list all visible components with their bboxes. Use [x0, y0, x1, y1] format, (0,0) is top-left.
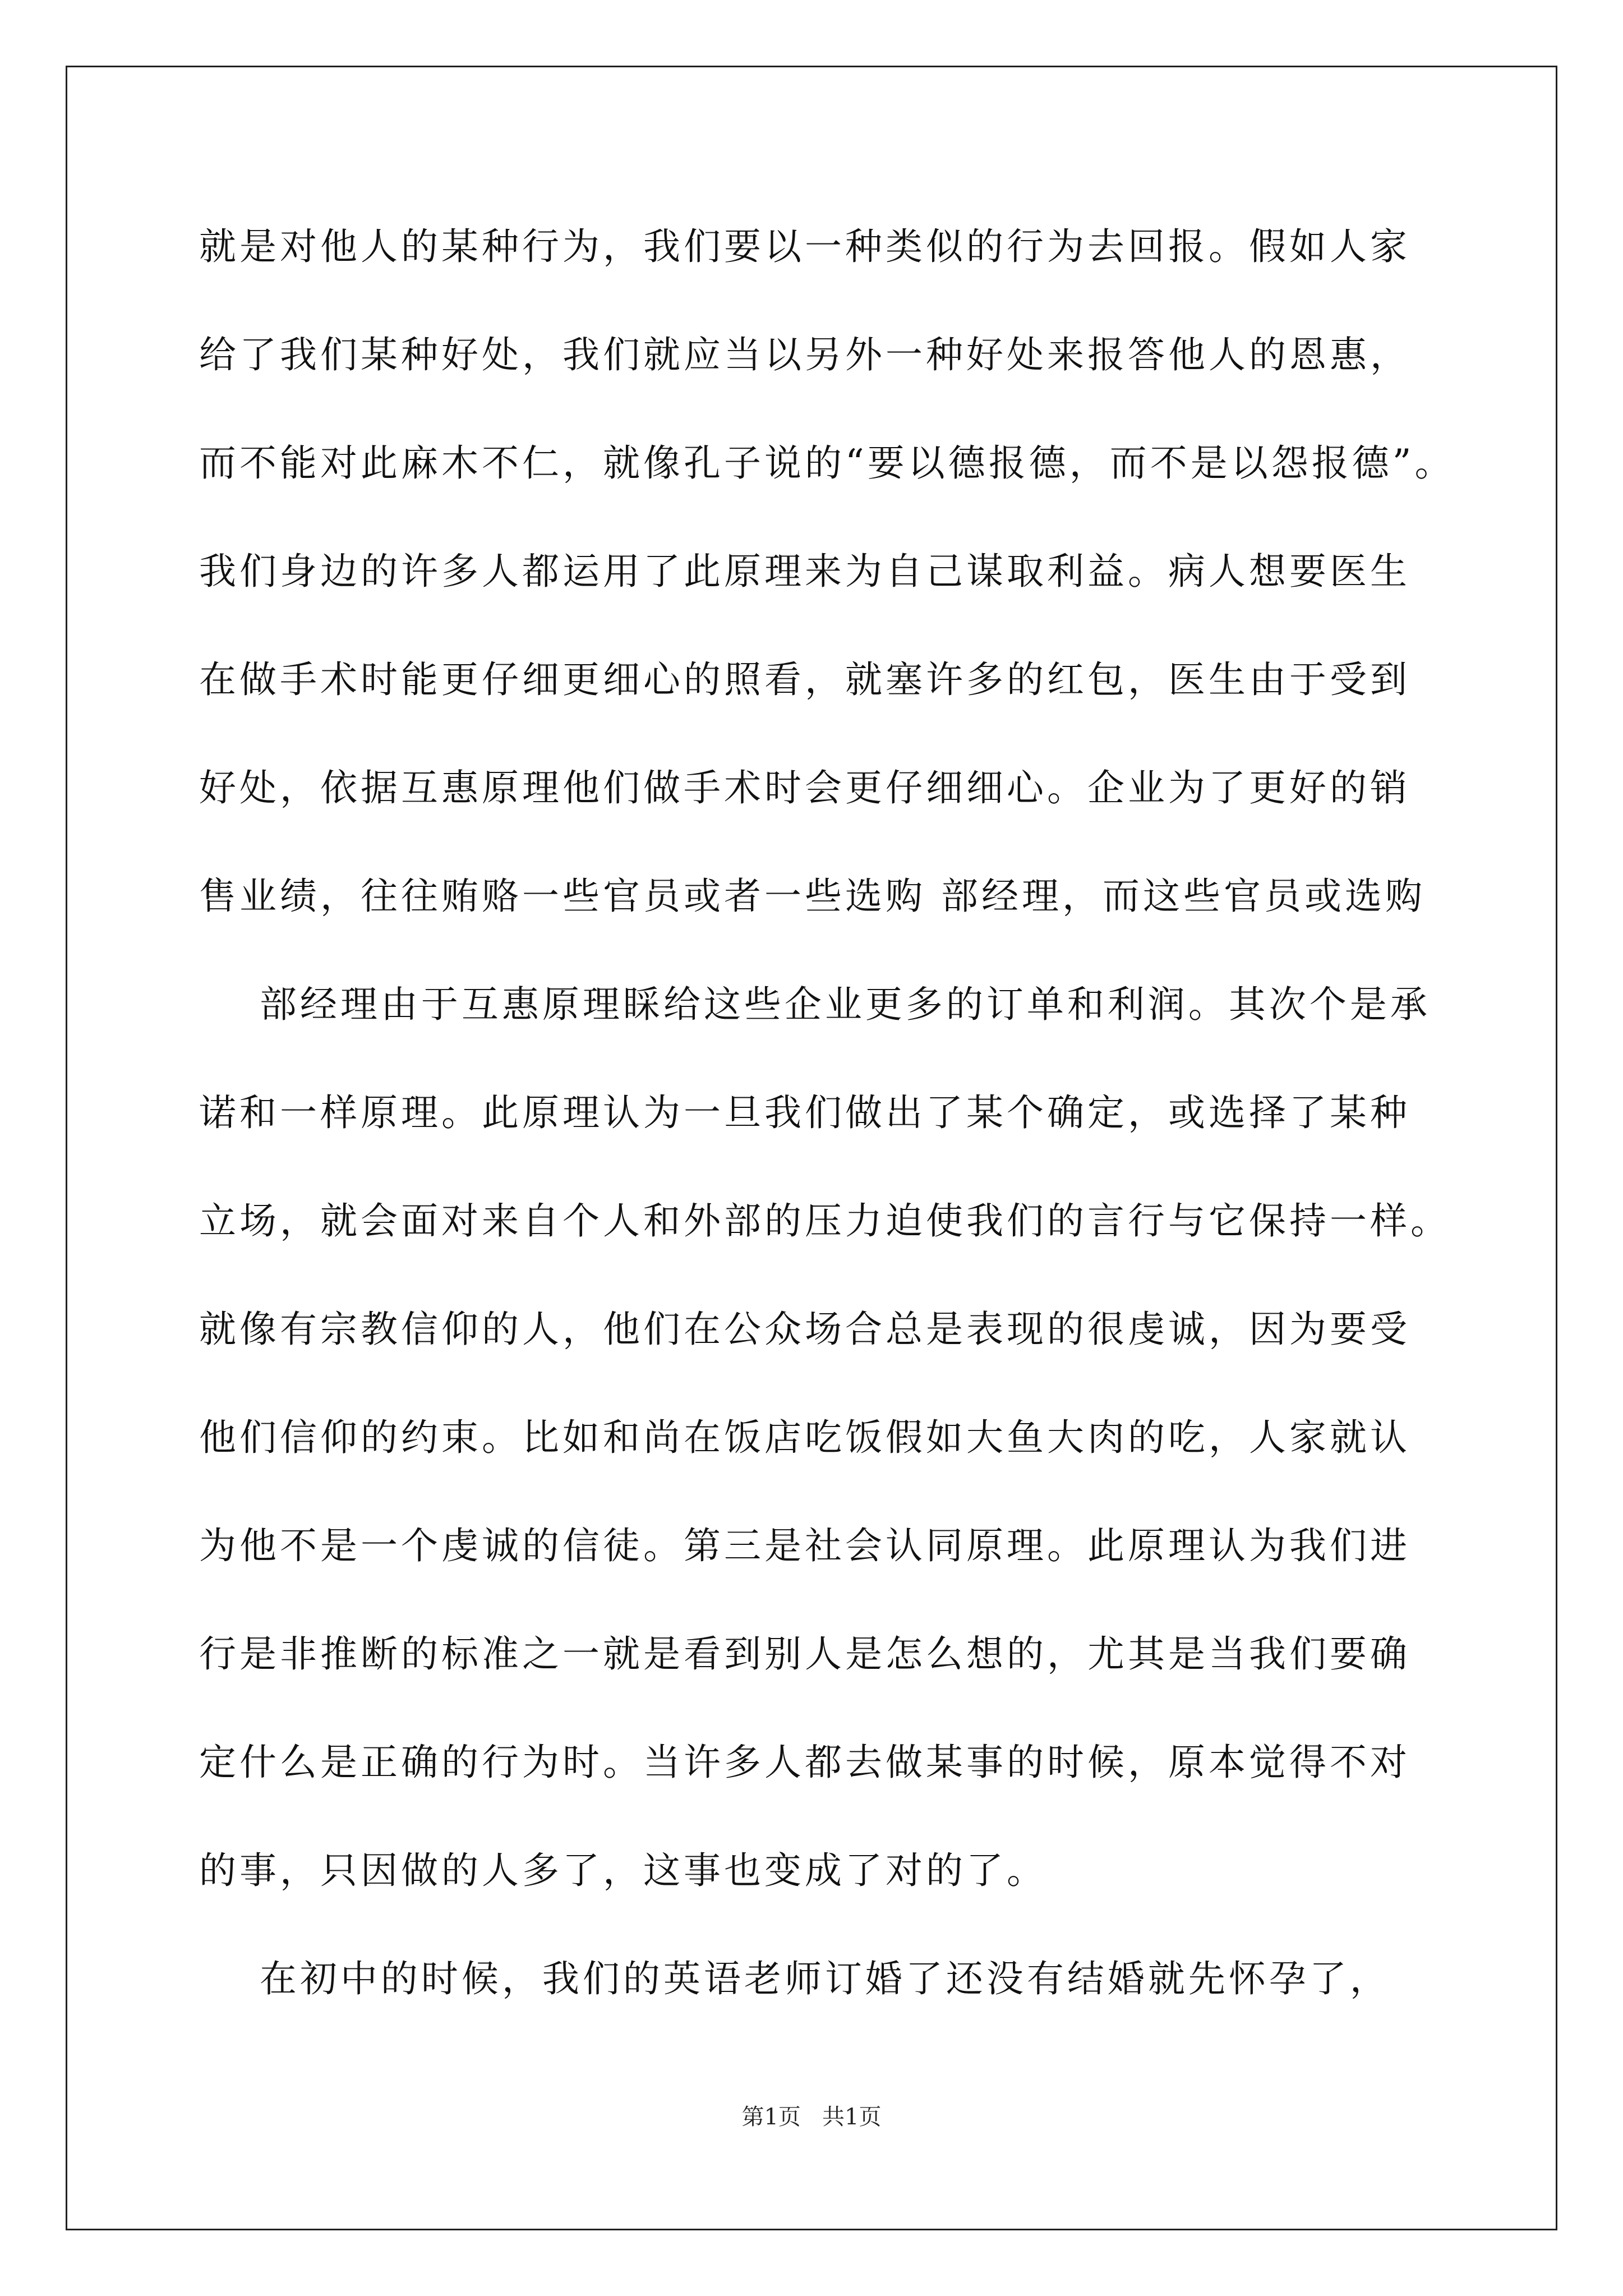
- text-line: 立场，就会面对来自个人和外部的压力迫使我们的言行与它保持一样。: [199, 1199, 1451, 1243]
- text-line: 我们身边的许多人都运用了此原理来为自己谋取利益。病人想要医生: [199, 550, 1410, 593]
- text-line: 给了我们某种好处，我们就应当以另外一种好处来报答他人的恩惠，: [199, 333, 1410, 376]
- text-line: 定什么是正确的行为时。当许多人都去做某事的时候，原本觉得不对: [199, 1741, 1410, 1784]
- text-line: 就是对他人的某种行为，我们要以一种类似的行为去回报。假如人家: [199, 225, 1410, 268]
- text-line: 就像有宗教信仰的人，他们在公众场合总是表现的很虔诚，因为要受: [199, 1308, 1410, 1351]
- document-body: [199, 213, 1455, 2054]
- text-line: 行是非推断的标准之一就是看到别人是怎么想的，尤其是当我们要确: [199, 1632, 1410, 1676]
- text-line: 为他不是一个虔诚的信徒。第三是社会认同原理。此原理认为我们进: [199, 1524, 1410, 1567]
- text-line: 而不能对此麻木不仁，就像孔子说的“要以德报德，而不是以怨报德”。: [199, 441, 1455, 485]
- text-line: 售业绩，往往贿赂一些官员或者一些选购 部经理，而这些官员或选购: [199, 875, 1426, 918]
- text-line: 他们信仰的约束。比如和尚在饭店吃饭假如大鱼大肉的吃，人家就认: [199, 1416, 1410, 1459]
- text-line: 在做手术时能更仔细更细心的照看，就塞许多的红包，医生由于受到: [199, 658, 1410, 701]
- text-line: 部经理由于互惠原理睬给这些企业更多的订单和利润。其次个是承: [199, 983, 1431, 1026]
- page-number-footer: 第1页 共1页: [741, 2104, 882, 2130]
- text-line: 的事，只因做的人多了，这事也变成了对的了。: [199, 1849, 1047, 1892]
- text-line: 好处，依据互惠原理他们做手术时会更仔细细心。企业为了更好的销: [199, 766, 1410, 809]
- text-line: 诺和一样原理。此原理认为一旦我们做出了某个确定，或选择了某种: [199, 1091, 1410, 1134]
- paragraph-start-line: 在初中的时候，我们的英语老师订婚了还没有结婚就先怀孕了，: [199, 1957, 1390, 2000]
